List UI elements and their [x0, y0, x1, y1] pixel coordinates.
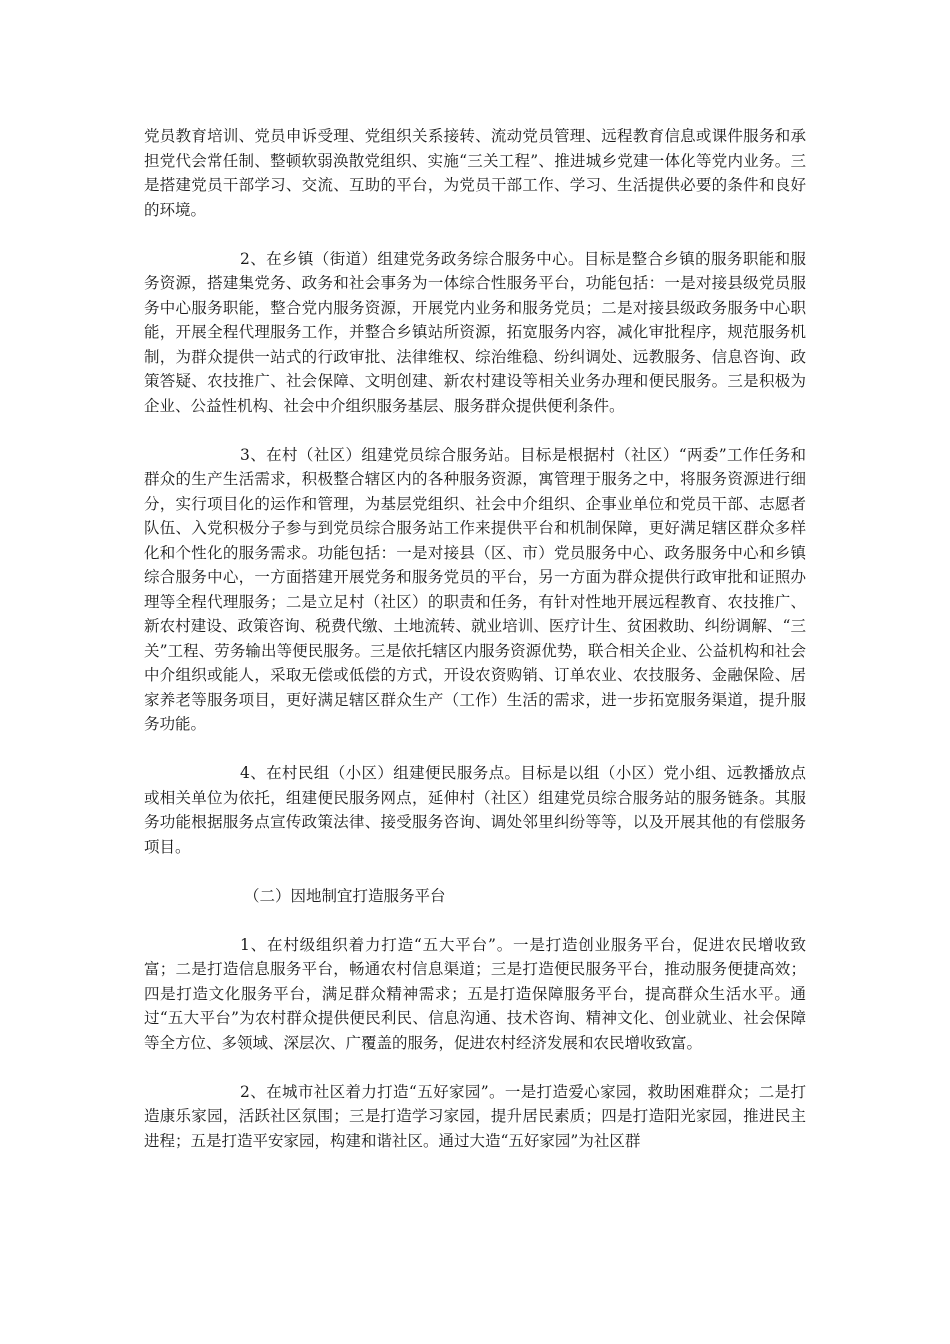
document-page — [144, 124, 806, 1178]
paragraph-service-point: 4、在村民组（小区）组建便民服务点。目标是以组（小区）党小组、远教播放点或相关单位为依托，组建便民服务网点，延伸村（社区）组建党员综合服务站的服务链条。其服务功能根据服务点宣传政策法律、接受服务咨询、调处邻里纠纷等等，以及开展其他的有偿服务项目。 — [144, 764, 806, 856]
paragraph-township-center: 2、在乡镇（街道）组建党务政务综合服务中心。目标是整合乡镇的服务职能和服务资源，搭建集党务、政务和社会事务为一体综合性服务平台，功能包括：一是对接县级党员服务中心服务职能，整合党内服务资源，开展党内业务和服务党员；二是对接县级政务服务中心职能，开展全程代理服务工作，并整合乡镇站所资源，拓宽服务内容，减化审批程序，规范服务机制，为群众提供一站式的行政审批、法律维权、综治维稳、纷纠调处、远教服务、信息咨询、政策答疑、农技推广、社会保障、文明创建、新农村建设等相关业务办理和便民服务。三是积极为企业、公益性机构、社会中介组织服务基层、服务群众提供便利条件。 — [144, 249, 806, 415]
paragraph-five-platforms: 1、在村级组织着力打造“五大平台”。一是打造创业服务平台，促进农民增收致富；二是打造信息服务平台，畅通农村信息渠道；三是打造便民服务平台，推动服务便捷高效；四是打造文化服务平台，满足群众精神需求；五是打造保障服务平台，提高群众生活水平。通过“五大平台”为农村群众提供便民利民、信息沟通、技术咨询、精神文化、创业就业、社会保障等全方位、多领域、深层次、广覆盖的服务，促进农村经济发展和农民增收致富。 — [144, 935, 806, 1052]
paragraph-continued: 党员教育培训、党员申诉受理、党组织关系接转、流动党员管理、远程教育信息或课件服务和承担党代会常任制、整顿软弱涣散党组织、实施“三关工程”、推进城乡党建一体化等党内业务。三是搭建党员干部学习、交流、互助的平台，为党员干部工作、学习、生活提供必要的条件和良好的环境。 — [144, 127, 806, 219]
paragraph-village-station: 3、在村（社区）组建党员综合服务站。目标是根据村（社区）“两委”工作任务和群众的生产生活需求，积极整合辖区内的各种服务资源，寓管理于服务之中，将服务资源进行细分，实行项目化的运作和管理，为基层党组织、社会中介组织、企事业单位和党员干部、志愿者队伍、入党积极分子参与到党员综合服务站工作来提供平台和机制保障，更好满足辖区群众多样化和个性化的服务需求。功能包括：一是对接县（区、市）党员服务中心、政务服务中心和乡镇综合服务中心，一方面搭建开展党务和服务党员的平台，另一方面为群众提供行政审批和证照办理等全程代理服务；二是立足村（社区）的职责和任务，有针对性地开展远程教育、农技推广、新农村建设、政策咨询、税费代缴、土地流转、就业培训、医疗计生、贫困救助、纠纷调解、“三关”工程、劳务输出等便民服务。三是依托辖区内服务资源优势，联合相关企业、公益机构和社会中介组织或能人，采取无偿或低偿的方式，开设农资购销、订单农业、农技服务、金融保险、居家养老等服务项目，更好满足辖区群众生产（工作）生活的需求，进一步拓宽服务渠道，提升服务功能。 — [144, 445, 806, 733]
paragraph-five-homes: 2、在城市社区着力打造“五好家园”。一是打造爱心家园，救助困难群众；二是打造康乐家园，活跃社区氛围；三是打造学习家园，提升居民素质；四是打造阳光家园，推进民主进程；五是打造平安家园，构建和谐社区。通过大造“五好家园”为社区群 — [144, 1082, 806, 1150]
section-heading: （二）因地制宜打造服务平台 — [244, 886, 446, 905]
